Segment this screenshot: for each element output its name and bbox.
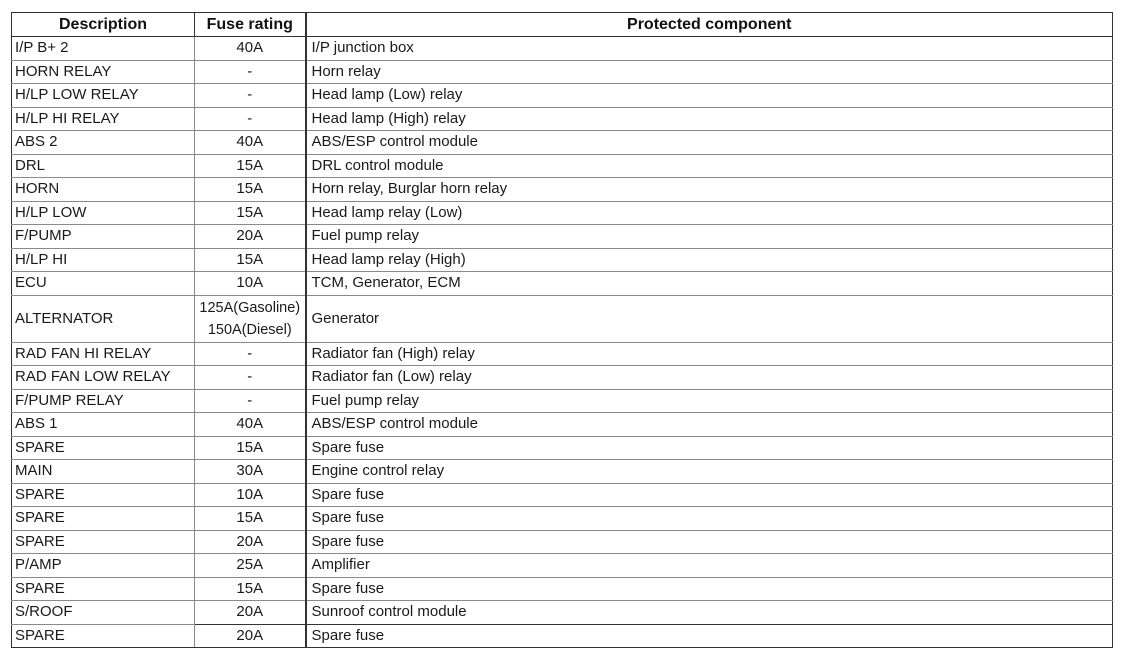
cell-description: SPARE xyxy=(12,507,195,531)
cell-description: HORN RELAY xyxy=(12,60,195,84)
fuse-table xyxy=(11,12,1113,648)
cell-fuse-rating xyxy=(195,295,306,342)
cell-protected-component: Head lamp relay (Low) xyxy=(306,201,1113,225)
cell-protected-component: Fuel pump relay xyxy=(306,225,1113,249)
cell-protected-component: ABS/ESP control module xyxy=(306,131,1113,155)
cell-fuse-rating: 20A xyxy=(195,225,306,249)
cell-description: H/LP LOW RELAY xyxy=(12,84,195,108)
cell-protected-component: Spare fuse xyxy=(306,577,1113,601)
cell-fuse-rating: 25A xyxy=(195,554,306,578)
cell-protected-component: Head lamp relay (High) xyxy=(306,248,1113,272)
cell-description: F/PUMP xyxy=(12,225,195,249)
table-row xyxy=(12,60,1113,84)
cell-fuse-rating: - xyxy=(195,366,306,390)
table-row xyxy=(12,530,1113,554)
cell-description: SPARE xyxy=(12,436,195,460)
table-body xyxy=(12,37,1113,648)
cell-protected-component: Spare fuse xyxy=(306,507,1113,531)
table-header-row xyxy=(12,13,1113,37)
table-row xyxy=(12,154,1113,178)
table-row xyxy=(12,507,1113,531)
table-row xyxy=(12,601,1113,625)
table-row xyxy=(12,201,1113,225)
header-protected-component: Protected component xyxy=(306,13,1113,37)
table-row xyxy=(12,366,1113,390)
cell-description: MAIN xyxy=(12,460,195,484)
table-row xyxy=(12,295,1113,342)
cell-fuse-rating: 40A xyxy=(195,131,306,155)
cell-description: RAD FAN HI RELAY xyxy=(12,342,195,366)
cell-fuse-rating: 40A xyxy=(195,413,306,437)
cell-fuse-rating: 10A xyxy=(195,483,306,507)
cell-fuse-rating: 30A xyxy=(195,460,306,484)
cell-fuse-rating: 15A xyxy=(195,154,306,178)
cell-description: ECU xyxy=(12,272,195,296)
cell-description: H/LP HI xyxy=(12,248,195,272)
cell-fuse-rating: 15A xyxy=(195,577,306,601)
cell-protected-component: Generator xyxy=(306,295,1113,342)
cell-protected-component: Head lamp (High) relay xyxy=(306,107,1113,131)
table-row xyxy=(12,272,1113,296)
cell-fuse-rating: 20A xyxy=(195,601,306,625)
cell-description: SPARE xyxy=(12,483,195,507)
cell-protected-component: Fuel pump relay xyxy=(306,389,1113,413)
cell-description: H/LP LOW xyxy=(12,201,195,225)
table-row xyxy=(12,436,1113,460)
cell-fuse-rating: 15A xyxy=(195,201,306,225)
table-row xyxy=(12,107,1113,131)
header-fuse-rating: Fuse rating xyxy=(195,13,306,37)
cell-protected-component: Radiator fan (High) relay xyxy=(306,342,1113,366)
table-row xyxy=(12,342,1113,366)
cell-description: H/LP HI RELAY xyxy=(12,107,195,131)
table-row xyxy=(12,460,1113,484)
cell-protected-component: Spare fuse xyxy=(306,530,1113,554)
cell-fuse-rating: - xyxy=(195,60,306,84)
cell-description: SPARE xyxy=(12,530,195,554)
cell-fuse-rating: 15A xyxy=(195,507,306,531)
cell-protected-component: Radiator fan (Low) relay xyxy=(306,366,1113,390)
cell-description: F/PUMP RELAY xyxy=(12,389,195,413)
cell-description: DRL xyxy=(12,154,195,178)
table-row xyxy=(12,483,1113,507)
cell-description: HORN xyxy=(12,178,195,202)
cell-protected-component: Amplifier xyxy=(306,554,1113,578)
cell-fuse-rating: - xyxy=(195,107,306,131)
cell-description: S/ROOF xyxy=(12,601,195,625)
cell-description: SPARE xyxy=(12,577,195,601)
cell-protected-component: DRL control module xyxy=(306,154,1113,178)
cell-protected-component: Horn relay xyxy=(306,60,1113,84)
cell-fuse-rating: 15A xyxy=(195,178,306,202)
cell-protected-component: Spare fuse xyxy=(306,624,1113,648)
header-description: Description xyxy=(12,13,195,37)
cell-fuse-rating-line: 150A(Diesel) xyxy=(207,321,292,338)
cell-fuse-rating: 20A xyxy=(195,624,306,648)
cell-protected-component: Sunroof control module xyxy=(306,601,1113,625)
table-row xyxy=(12,84,1113,108)
cell-fuse-rating: 20A xyxy=(195,530,306,554)
cell-description: I/P B+ 2 xyxy=(12,37,195,61)
cell-protected-component: Head lamp (Low) relay xyxy=(306,84,1113,108)
table-row xyxy=(12,413,1113,437)
cell-protected-component: Engine control relay xyxy=(306,460,1113,484)
cell-description: ALTERNATOR xyxy=(12,295,195,342)
table-row xyxy=(12,248,1113,272)
cell-fuse-rating-line: 125A(Gasoline) xyxy=(199,299,301,316)
cell-fuse-rating: 15A xyxy=(195,436,306,460)
table-row xyxy=(12,577,1113,601)
table-row xyxy=(12,37,1113,61)
cell-description: RAD FAN LOW RELAY xyxy=(12,366,195,390)
cell-fuse-rating: 15A xyxy=(195,248,306,272)
table-row xyxy=(12,554,1113,578)
cell-protected-component: Horn relay, Burglar horn relay xyxy=(306,178,1113,202)
cell-description: ABS 2 xyxy=(12,131,195,155)
cell-fuse-rating: - xyxy=(195,389,306,413)
cell-description: P/AMP xyxy=(12,554,195,578)
table-row xyxy=(12,131,1113,155)
cell-fuse-rating: - xyxy=(195,84,306,108)
cell-fuse-rating: 40A xyxy=(195,37,306,61)
cell-description: SPARE xyxy=(12,624,195,648)
cell-protected-component: I/P junction box xyxy=(306,37,1113,61)
table-row xyxy=(12,389,1113,413)
table-row xyxy=(12,624,1113,648)
cell-protected-component: TCM, Generator, ECM xyxy=(306,272,1113,296)
cell-protected-component: ABS/ESP control module xyxy=(306,413,1113,437)
table-row xyxy=(12,225,1113,249)
cell-description: ABS 1 xyxy=(12,413,195,437)
cell-protected-component: Spare fuse xyxy=(306,483,1113,507)
cell-fuse-rating: - xyxy=(195,342,306,366)
table-row xyxy=(12,178,1113,202)
cell-protected-component: Spare fuse xyxy=(306,436,1113,460)
cell-fuse-rating: 10A xyxy=(195,272,306,296)
